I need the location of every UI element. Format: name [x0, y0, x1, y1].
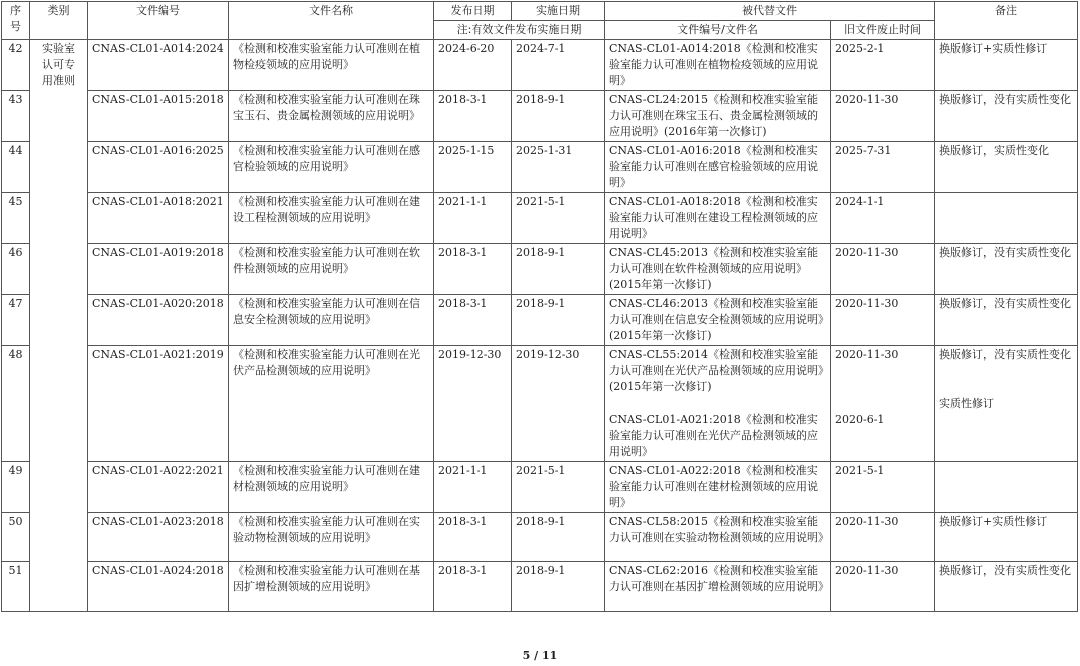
seq-cell: 42 — [2, 40, 30, 91]
remark-entry: 换版修订，没有实质性变化 — [939, 348, 1071, 361]
doc-name-cell: 《检测和校准实验室能力认可准则在基因扩增检测领域的应用说明》 — [229, 562, 434, 612]
header-doc-no: 文件编号 — [88, 2, 229, 40]
abolish-date-cell: 2020-11-30 — [831, 295, 935, 346]
publish-date-cell: 2018-3-1 — [434, 295, 512, 346]
remark-cell — [935, 346, 1078, 462]
doc-name-cell: 《检测和校准实验室能力认可准则在建设工程检测领域的应用说明》 — [229, 193, 434, 244]
seq-cell: 43 — [2, 91, 30, 142]
doc-name-cell: 《检测和校准实验室能力认可准则在光伏产品检测领域的应用说明》 — [229, 346, 434, 462]
remark-cell: 换版修订，没有实质性变化 — [935, 562, 1078, 612]
doc-name-cell: 《检测和校准实验室能力认可准则在感官检验领域的应用说明》 — [229, 142, 434, 193]
replaced-doc-cell: CNAS-CL01-A016:2018《检测和校准实验室能力认可准则在感官检验领域的应用说明》 — [605, 142, 831, 193]
effective-date-cell: 2021-5-1 — [512, 193, 605, 244]
remark-cell: 换版修订+实质性修订 — [935, 40, 1078, 91]
category-cell: 实验室 认可专 用准则 — [30, 40, 88, 612]
remark-entry: 实质性修订 — [939, 397, 994, 410]
abolish-date-cell — [831, 346, 935, 462]
replaced-doc-cell: CNAS-CL24:2015《检测和校准实验室能力认可准则在珠宝玉石、贵金属检测领域的应用说明》(2016年第一次修订) — [605, 91, 831, 142]
publish-date-cell: 2021-1-1 — [434, 462, 512, 513]
replaced-doc-cell: CNAS-CL01-A014:2018《检测和校准实验室能力认可准则在植物检疫领域的应用说明》 — [605, 40, 831, 91]
effective-date-cell: 2019-12-30 — [512, 346, 605, 462]
seq-cell: 46 — [2, 244, 30, 295]
replaced-doc-cell: CNAS-CL46:2013《检测和校准实验室能力认可准则在信息安全检测领域的应用说明》(2015年第一次修订) — [605, 295, 831, 346]
doc-name-cell: 《检测和校准实验室能力认可准则在珠宝玉石、贵金属检测领域的应用说明》 — [229, 91, 434, 142]
table-row — [2, 40, 1078, 91]
effective-date-cell: 2025-1-31 — [512, 142, 605, 193]
publish-date-cell: 2024-6-20 — [434, 40, 512, 91]
header-category: 类别 — [30, 2, 88, 40]
doc-no-cell: CNAS-CL01-A020:2018 — [88, 295, 229, 346]
replaced-doc-cell: CNAS-CL58:2015《检测和校准实验室能力认可准则在实验动物检测领域的应用说明》 — [605, 513, 831, 562]
seq-cell: 45 — [2, 193, 30, 244]
abolish-date-cell: 2020-11-30 — [831, 562, 935, 612]
table-row — [2, 244, 1078, 295]
remark-cell: 换版修订，没有实质性变化 — [935, 91, 1078, 142]
table-row — [2, 295, 1078, 346]
doc-name-cell: 《检测和校准实验室能力认可准则在植物检疫领域的应用说明》 — [229, 40, 434, 91]
abolish-date-cell: 2021-5-1 — [831, 462, 935, 513]
header-abolish-date: 旧文件废止时间 — [831, 21, 935, 40]
seq-cell: 49 — [2, 462, 30, 513]
publish-date-cell: 2025-1-15 — [434, 142, 512, 193]
abolish-date-cell: 2024-1-1 — [831, 193, 935, 244]
abolish-date-entry: 2020-6-1 — [835, 413, 885, 426]
doc-name-cell: 《检测和校准实验室能力认可准则在建材检测领域的应用说明》 — [229, 462, 434, 513]
abolish-date-cell: 2020-11-30 — [831, 513, 935, 562]
abolish-date-cell: 2020-11-30 — [831, 91, 935, 142]
replaced-doc-cell — [605, 346, 831, 462]
header-doc-name: 文件名称 — [229, 2, 434, 40]
doc-name-cell: 《检测和校准实验室能力认可准则在实验动物检测领域的应用说明》 — [229, 513, 434, 562]
seq-cell: 47 — [2, 295, 30, 346]
effective-date-cell: 2021-5-1 — [512, 462, 605, 513]
abolish-date-entry: 2020-11-30 — [835, 348, 899, 361]
doc-no-cell: CNAS-CL01-A022:2021 — [88, 462, 229, 513]
seq-cell: 51 — [2, 562, 30, 612]
remark-cell: 换版修订，实质性变化 — [935, 142, 1078, 193]
remark-cell — [935, 462, 1078, 513]
doc-no-cell: CNAS-CL01-A014:2024 — [88, 40, 229, 91]
doc-no-cell: CNAS-CL01-A015:2018 — [88, 91, 229, 142]
publish-date-cell: 2018-3-1 — [434, 562, 512, 612]
doc-no-cell: CNAS-CL01-A018:2021 — [88, 193, 229, 244]
doc-no-cell: CNAS-CL01-A023:2018 — [88, 513, 229, 562]
publish-date-cell: 2018-3-1 — [434, 244, 512, 295]
header-publish-date: 发布日期 — [434, 2, 512, 21]
publish-date-cell: 2019-12-30 — [434, 346, 512, 462]
remark-cell: 换版修订，没有实质性变化 — [935, 244, 1078, 295]
effective-date-cell: 2018-9-1 — [512, 295, 605, 346]
replaced-doc-cell: CNAS-CL62:2016《检测和校准实验室能力认可准则在基因扩增检测领域的应用说明》 — [605, 562, 831, 612]
abolish-date-cell: 2025-2-1 — [831, 40, 935, 91]
table-row — [2, 91, 1078, 142]
page-number: 5 / 11 — [522, 649, 558, 662]
doc-no-cell: CNAS-CL01-A019:2018 — [88, 244, 229, 295]
table-row — [2, 513, 1078, 562]
header-seq: 序号 — [2, 2, 30, 40]
header-replaced: 被代替文件 — [605, 2, 935, 21]
doc-no-cell: CNAS-CL01-A016:2025 — [88, 142, 229, 193]
publish-date-cell: 2021-1-1 — [434, 193, 512, 244]
abolish-date-cell: 2020-11-30 — [831, 244, 935, 295]
table-row — [2, 346, 1078, 462]
seq-cell: 48 — [2, 346, 30, 462]
doc-name-cell: 《检测和校准实验室能力认可准则在软件检测领域的应用说明》 — [229, 244, 434, 295]
table-row — [2, 462, 1078, 513]
replaced-doc-cell: CNAS-CL01-A022:2018《检测和校准实验室能力认可准则在建材检测领域的应用说明》 — [605, 462, 831, 513]
effective-date-cell: 2018-9-1 — [512, 244, 605, 295]
replaced-doc-entry: CNAS-CL01-A021:2018《检测和校准实验室能力认可准则在光伏产品检测领域的应用说明》 — [609, 413, 818, 458]
effective-date-cell: 2018-9-1 — [512, 91, 605, 142]
doc-no-cell: CNAS-CL01-A024:2018 — [88, 562, 229, 612]
seq-cell: 44 — [2, 142, 30, 193]
doc-no-cell: CNAS-CL01-A021:2019 — [88, 346, 229, 462]
table-row — [2, 193, 1078, 244]
doc-name-cell: 《检测和校准实验室能力认可准则在信息安全检测领域的应用说明》 — [229, 295, 434, 346]
header-effective-date: 实施日期 — [512, 2, 605, 21]
publish-date-cell: 2018-3-1 — [434, 513, 512, 562]
table-row — [2, 562, 1078, 612]
header-replaced-doc: 文件编号/文件名 — [605, 21, 831, 40]
abolish-date-cell: 2025-7-31 — [831, 142, 935, 193]
replaced-doc-cell: CNAS-CL45:2013《检测和校准实验室能力认可准则在软件检测领域的应用说明》(2015年第一次修订) — [605, 244, 831, 295]
effective-date-cell: 2018-9-1 — [512, 513, 605, 562]
remark-cell: 换版修订，没有实质性变化 — [935, 295, 1078, 346]
remark-cell — [935, 193, 1078, 244]
replaced-doc-entry: CNAS-CL55:2014《检测和校准实验室能力认可准则在光伏产品检测领域的应用说明》(2015年第一次修订) — [609, 348, 824, 393]
effective-date-cell: 2018-9-1 — [512, 562, 605, 612]
replaced-doc-cell: CNAS-CL01-A018:2018《检测和校准实验室能力认可准则在建设工程检测领域的应用说明》 — [605, 193, 831, 244]
standards-table — [1, 1, 1078, 612]
remark-cell: 换版修订+实质性修订 — [935, 513, 1078, 562]
table-row — [2, 142, 1078, 193]
header-remarks: 备注 — [935, 2, 1078, 40]
seq-cell: 50 — [2, 513, 30, 562]
effective-date-cell: 2024-7-1 — [512, 40, 605, 91]
publish-date-cell: 2018-3-1 — [434, 91, 512, 142]
header-date-note: 注:有效文件发布实施日期 — [434, 21, 605, 40]
